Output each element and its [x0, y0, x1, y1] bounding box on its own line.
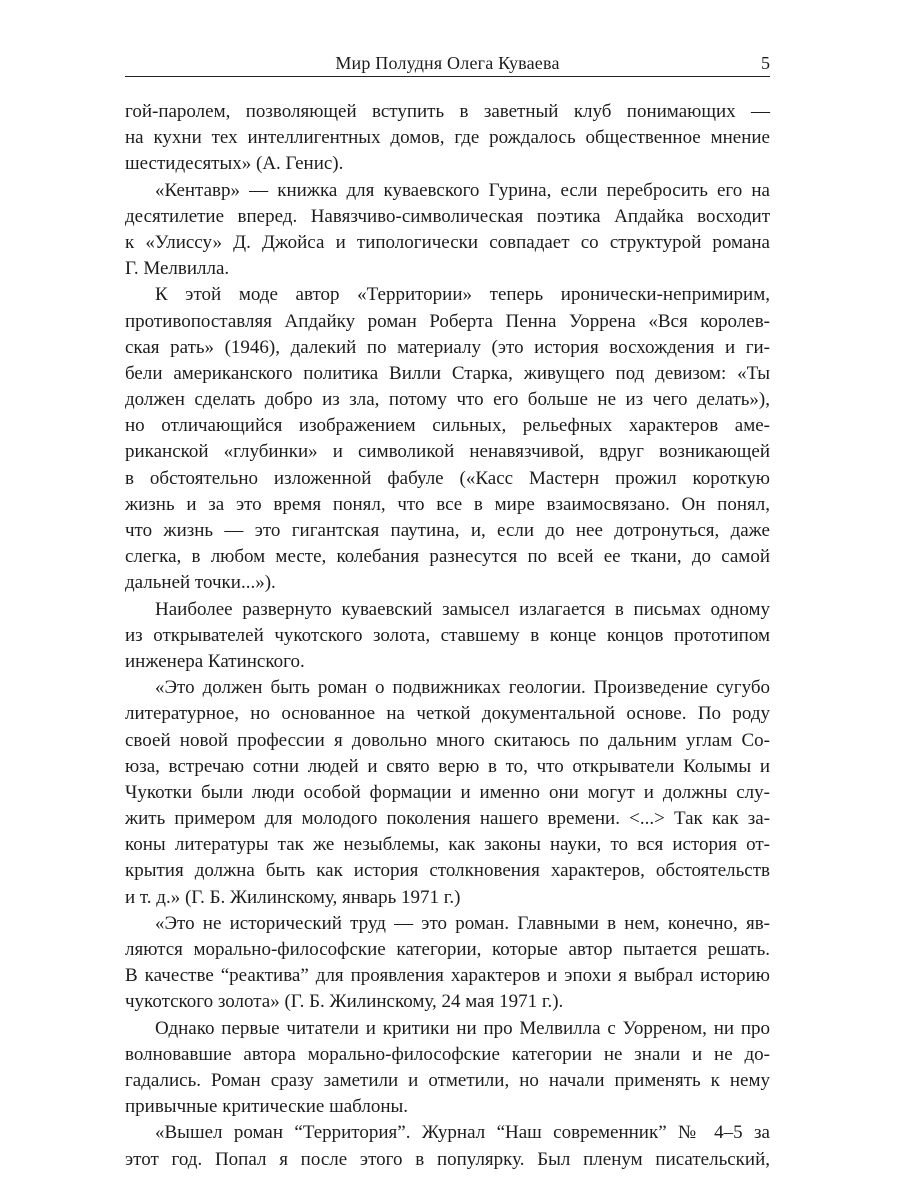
text-line: риканской «глубинки» и символикой ненавязчивой, вдруг возникающей	[125, 441, 770, 463]
text-line: привычные критические шаблоны.	[125, 1096, 409, 1118]
text-line: инженера Катинского.	[125, 650, 305, 672]
text-line: шестидесятых» (А. Генис).	[125, 153, 344, 175]
text-line: слегка, в любом месте, колебания разнесутся по всей ее ткани, до самой	[125, 546, 770, 568]
paragraph	[125, 675, 770, 911]
text-line: волновавшие автора морально-философские категории не знали и не до-	[125, 1043, 770, 1065]
text-line: и т. д.» (Г. Б. Жилинскому, январь 1971 г.)	[125, 886, 461, 908]
text-line: «Кентавр» — книжка для куваевского Гурина, если перебросить его на	[155, 179, 770, 201]
paragraph	[125, 178, 770, 283]
page-number: 5	[761, 53, 770, 73]
text-line: жить примером для молодого поколения нашего времени. <...> Так как за-	[125, 808, 770, 830]
text-line: коны литературы так же незыблемы, как законы науки, то вся история от-	[125, 834, 770, 856]
text-line: дальней точки...»).	[125, 572, 276, 594]
text-line: ская рать» (1946), далекий по материалу (это история восхождения и ги-	[125, 336, 770, 358]
text-line: К этой моде автор «Территории» теперь иронически-непримирим,	[155, 284, 770, 306]
text-line: Однако первые читатели и критики ни про Мелвилла с Уорреном, ни про	[155, 1017, 770, 1039]
text-line: из открывателей чукотского золота, ставшему в конце концов прототипом	[125, 624, 770, 646]
text-line: ляются морально-философские категории, которые автор пытается решать.	[125, 939, 770, 960]
running-header	[125, 52, 770, 77]
paragraph	[125, 99, 770, 178]
text-line: противопоставляя Апдайку роман Роберта Пенна Уоррена «Вся королев-	[125, 310, 770, 332]
text-line: на кухни тех интеллигентных домов, где рождалось общественное мнение	[125, 127, 770, 149]
text-line: чукотского золота» (Г. Б. Жилинскому, 24 мая 1971 г.).	[125, 991, 564, 1013]
text-line: Наиболее развернуто куваевский замысел излагается в письмах одному	[155, 598, 770, 620]
text-line: крытия должна быть как история столкновения характеров, обстоятельств	[125, 860, 770, 882]
text-line: этот год. Попал я после этого в популярку. Был пленум писательский,	[125, 1148, 770, 1170]
running-title: Мир Полудня Олега Куваева	[335, 53, 560, 73]
text-line: но отличающийся изображением сильных, рельефных характеров аме-	[125, 415, 770, 437]
text-line: своей новой профессии я довольно много скитаюсь по дальним углам Со-	[125, 729, 770, 751]
text-line: В качестве “реактива” для проявления характеров и эпохи я выбрал историю	[125, 965, 770, 987]
paragraph	[125, 597, 770, 676]
text-line: гадались. Роман сразу заметили и отметили, но начали применять к нему	[125, 1069, 770, 1091]
paragraph	[125, 1120, 770, 1172]
text-line: бели американского политика Вилли Старка, живущего под девизом: «Ты	[125, 362, 770, 384]
text-line: жизнь и за это время понял, что все в мире взаимосвязано. Он понял,	[125, 493, 770, 515]
text-line: литературное, но основанное на четкой документальной основе. По роду	[125, 703, 770, 725]
paragraph	[125, 282, 770, 596]
body-text	[125, 99, 770, 1173]
text-line: «Это должен быть роман о подвижниках геологии. Произведение сугубо	[155, 677, 770, 699]
text-line: юза, встречаю сотни людей и свято верю в то, что открыватели Колымы и	[125, 755, 770, 777]
text-line: должен сделать добро из зла, потому что его больше не из чего делать»),	[125, 389, 770, 411]
paragraph	[125, 1016, 770, 1121]
paragraph	[125, 911, 770, 1016]
text-line: десятилетие вперед. Навязчиво-символическая поэтика Апдайка восходит	[125, 205, 770, 227]
text-line: к «Улиссу» Д. Джойса и типологически совпадает со структурой романа	[125, 231, 770, 253]
text-line: «Это не исторический труд — это роман. Главными в нем, конечно, яв-	[155, 912, 770, 934]
text-line: что жизнь — это гигантская паутина, и, если до нее дотронуться, даже	[125, 520, 770, 541]
text-line: в обстоятельно изложенной фабуле («Касс Мастерн прожил короткую	[125, 467, 770, 489]
text-line: Г. Мелвилла.	[125, 258, 230, 280]
text-line: «Вышел роман “Территория”. Журнал “Наш современник” № 4–5 за	[155, 1122, 770, 1144]
text-line: Чукотки были люди особой формации и именно они могут и должны слу-	[125, 781, 770, 803]
text-line: гой-паролем, позволяющей вступить в заветный клуб понимающих —	[125, 101, 770, 122]
